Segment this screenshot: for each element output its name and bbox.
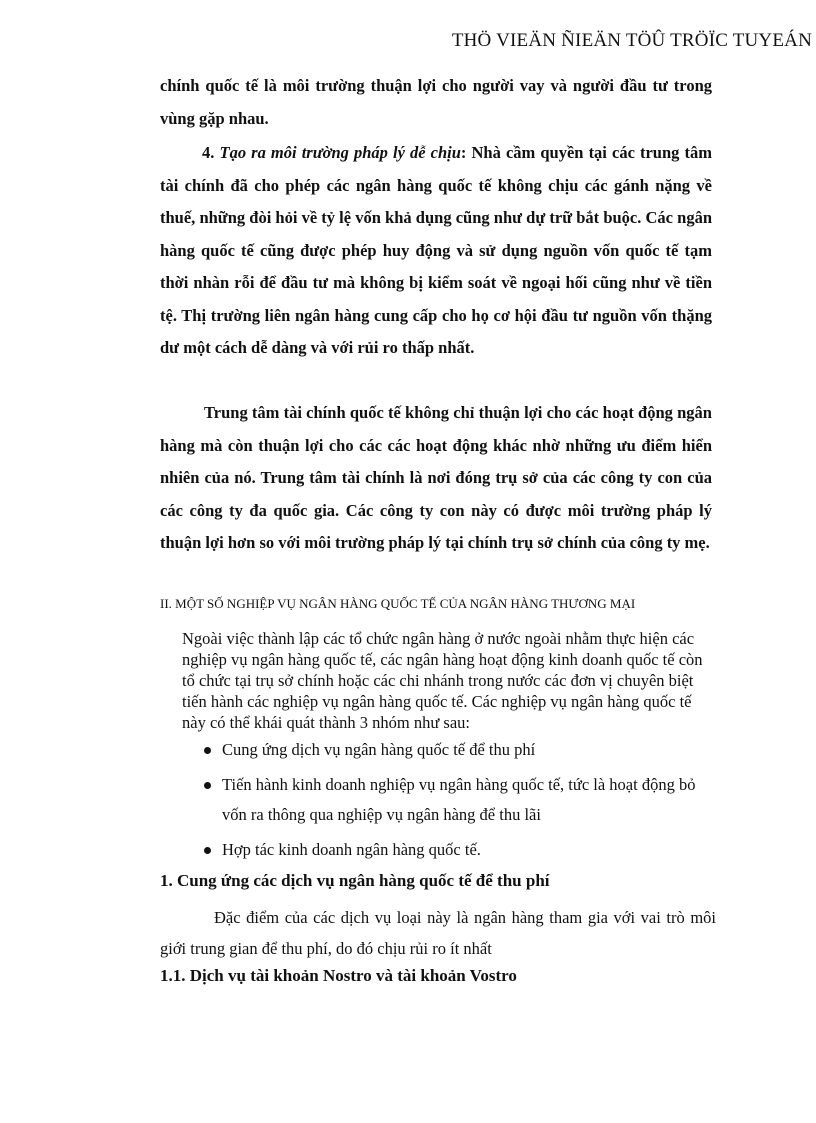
- list-item: [200, 835, 720, 865]
- subsection-heading-nostro-vostro: 1.1. Dịch vụ tài khoản Nostro và tài khoản Vostro: [160, 966, 517, 985]
- subsection-text: Đặc điểm của các dịch vụ loại này là ngân hàng tham gia với vai trò môi giới trung gian để thu phí, do đó chịu rủi ro ít nhất: [160, 908, 716, 958]
- list-item: [200, 770, 720, 830]
- list-item-text: Tiến hành kinh doanh nghiệp vụ ngân hàng quốc tế, tức là hoạt động bỏ vốn ra thông qua nghiệp vụ ngân hàng để thu lãi: [222, 775, 696, 824]
- list-item-text: Hợp tác kinh doanh ngân hàng quốc tế.: [222, 840, 481, 859]
- list-item-text: Cung ứng dịch vụ ngân hàng quốc tế để thu phí: [222, 740, 536, 759]
- paragraph-financial-center: Trung tâm tài chính quốc tế không chỉ thuận lợi cho các hoạt động ngân hàng mà còn thuận lợi cho các các hoạt động khác nhờ những ưu điểm hiển nhiên của nó. Trung tâm tài chính là nơi đóng trụ sở của các công ty con của các công ty đa quốc gia. Các công ty con này có được môi trường pháp lý thuận lợi hơn so với môi trường pháp lý tại chính trụ sở chính của công ty mẹ.: [160, 403, 712, 552]
- section-heading: II. MỘT SỐ NGHIỆP VỤ NGÂN HÀNG QUỐC TẾ CỦA NGÂN HÀNG THƯƠNG MẠI: [160, 596, 636, 611]
- service-groups-list: [200, 735, 720, 870]
- item-title: Tạo ra môi trường pháp lý dễ chịu: [219, 143, 461, 162]
- page-header: THÖ VIEÄN ÑIEÄN TÖÛ TRÖÏC TUYEÁN: [451, 30, 812, 51]
- item-body: : Nhà cầm quyền tại các trung tâm tài chính đã cho phép các ngân hàng quốc tế không chịu các gánh nặng về thuế, những đòi hỏi về tỷ lệ vốn khả dụng cũng như dự trữ bắt buộc. Các ngân hàng quốc tế cũng được phép huy động và sử dụng nguồn vốn quốc tế tạm thời nhàn rỗi để đầu tư mà không bị kiểm soát về ngoại hối cũng như về tiền tệ. Thị trường liên ngân hàng cung cấp cho họ cơ hội đầu tư nguồn vốn thặng dư một cách dễ dàng và với rủi ro thấp nhất.: [160, 143, 712, 357]
- section-intro: Ngoài việc thành lập các tổ chức ngân hàng ở nước ngoài nhằm thực hiện các nghiệp vụ ngân hàng quốc tế, các ngân hàng hoạt động kinh doanh quốc tế còn tổ chức tại trụ sở chính hoặc các chi nhánh trong nước các đơn vị chuyên biệt tiến hành các nghiệp vụ ngân hàng quốc tế. Các nghiệp vụ ngân hàng quốc tế này có thể khái quát thành 3 nhóm như sau:: [182, 629, 703, 732]
- bullet-icon: [204, 747, 211, 754]
- bullet-icon: [204, 847, 211, 854]
- paragraph-legal-environment: [160, 137, 712, 365]
- subsection-heading: 1. Cung ứng các dịch vụ ngân hàng quốc tế để thu phí: [160, 871, 550, 890]
- list-item: [200, 735, 720, 765]
- paragraph-continuation: chính quốc tế là môi trường thuận lợi cho người vay và người đầu tư trong vùng gặp nhau.: [160, 76, 712, 128]
- item-number: 4.: [202, 143, 215, 162]
- bullet-icon: [204, 782, 211, 789]
